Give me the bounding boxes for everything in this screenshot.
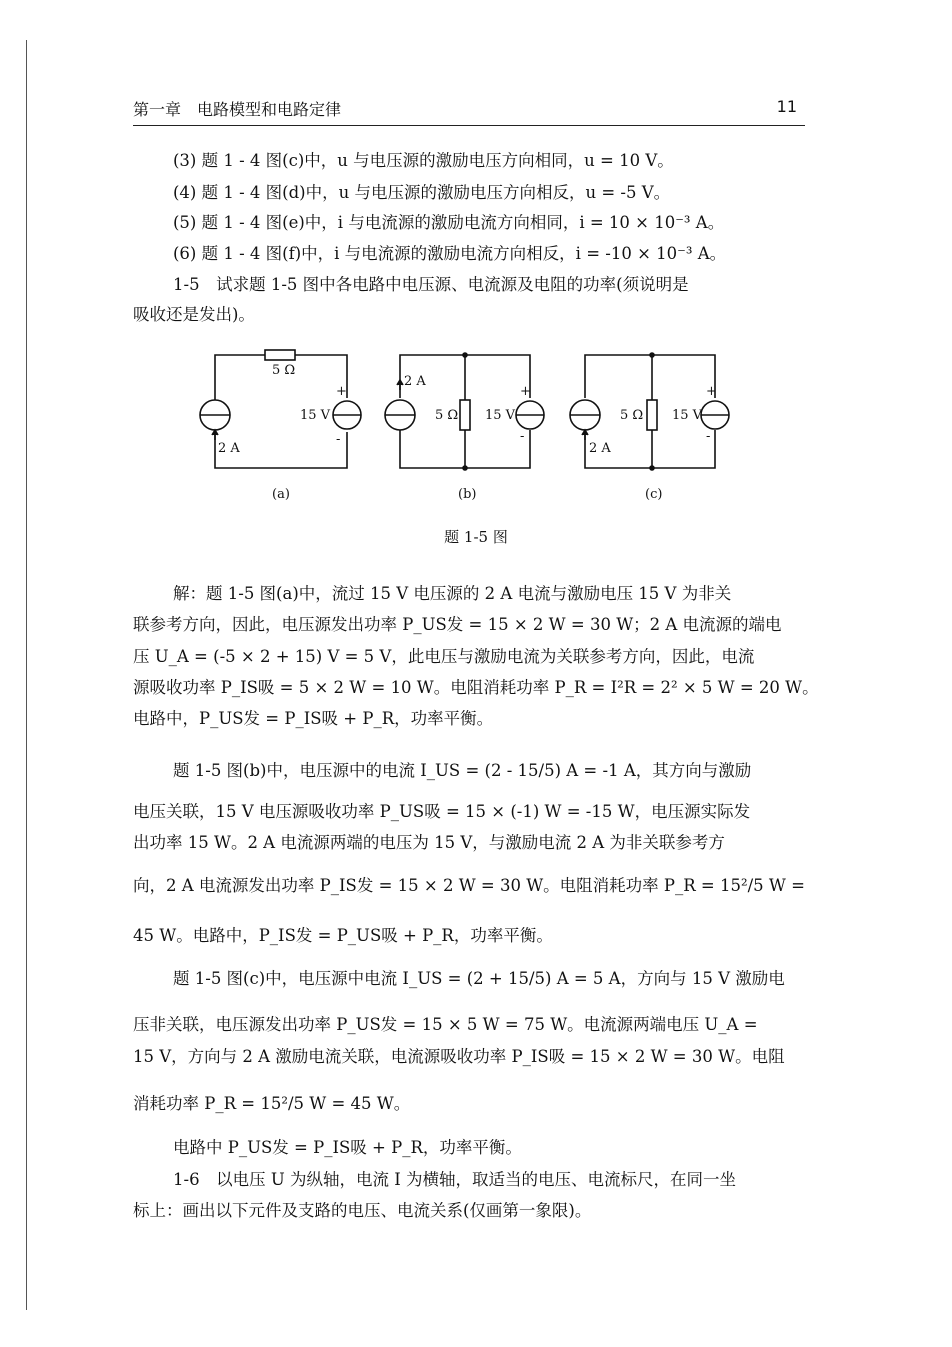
- solution-line: 出功率 15 W。2 A 电流源两端的电压为 15 V，与激励电流 2 A 为非关联参考方: [133, 833, 725, 852]
- solution-line: 45 W。电路中，P_IS发 = P_US吸 + P_R，功率平衡。: [133, 926, 553, 945]
- solution-line: 消耗功率 P_R = 15²/5 W = 45 W。: [133, 1094, 411, 1113]
- page-spine-line: [26, 40, 27, 1310]
- solution-line: 电路中 P_US发 = P_IS吸 + P_R，功率平衡。: [173, 1138, 522, 1157]
- solution-line: 题 1-5 图(b)中，电压源中的电流 I_US = (2 - 15/5) A = -1 A，其方向与激励: [173, 761, 752, 780]
- solution-line: 解：题 1-5 图(a)中，流过 15 V 电压源的 2 A 电流与激励电压 15 V 为非关: [173, 584, 732, 603]
- circuit-figure: [190, 340, 770, 514]
- minus-sign-a: -: [336, 432, 341, 447]
- source-label-a: 15 V: [300, 408, 331, 423]
- resistor-label-a: 5 Ω: [272, 363, 296, 378]
- text-line: 吸收还是发出)。: [133, 305, 255, 324]
- circuit-label-c: (c): [645, 487, 663, 502]
- circuit-label-a: (a): [272, 487, 290, 502]
- solution-line: 压非关联，电压源发出功率 P_US发 = 15 × 5 W = 75 W。电流源两端电压 U_A =: [133, 1015, 758, 1034]
- solution-line: 电压关联，15 V 电压源吸收功率 P_US吸 = 15 × (-1) W = -15 W，电压源实际发: [133, 802, 751, 821]
- current-label-a: 2 A: [218, 441, 240, 456]
- solution-line: 向，2 A 电流源发出功率 P_IS发 = 15 × 2 W = 30 W。电阻消耗功率 P_R = 15²/5 W =: [133, 876, 805, 895]
- text-line: (6) 题 1 - 4 图(f)中，i 与电流源的激励电流方向相反，i = -10 × 10⁻³ A。: [173, 244, 727, 263]
- plus-sign-b: +: [520, 384, 531, 399]
- resistor-label-b: 5 Ω: [435, 408, 459, 423]
- current-label-b: 2 A: [404, 374, 426, 389]
- current-label-c: 2 A: [589, 441, 611, 456]
- problem-statement: 1-5 试求题 1-5 图中各电路中电压源、电流源及电阻的功率(须说明是: [173, 275, 689, 294]
- text-line: 标上：画出以下元件及支路的电压、电流关系(仅画第一象限)。: [133, 1201, 592, 1220]
- circuit-label-b: (b): [458, 487, 477, 502]
- problem-statement: 1-6 以电压 U 为纵轴，电流 I 为横轴，取适当的电压、电流标尺，在同一坐: [173, 1170, 736, 1189]
- minus-sign-b: -: [520, 429, 525, 444]
- minus-sign-c: -: [706, 429, 711, 444]
- text-line: (4) 题 1 - 4 图(d)中，u 与电压源的激励电压方向相反，u = -5 V。: [173, 183, 671, 202]
- text-line: (3) 题 1 - 4 图(c)中，u 与电压源的激励电压方向相同，u = 10 V。: [173, 151, 674, 170]
- solution-line: 压 U_A = (-5 × 2 + 15) V = 5 V，此电压与激励电流为关联参考方向，因此，电流: [133, 647, 755, 666]
- solution-line: 电路中，P_US发 = P_IS吸 + P_R，功率平衡。: [133, 709, 494, 728]
- resistor-label-c: 5 Ω: [620, 408, 644, 423]
- page-header: [133, 95, 805, 126]
- solution-line: 15 V，方向与 2 A 激励电流关联，电流源吸收功率 P_IS吸 = 15 × 2 W = 30 W。电阻: [133, 1047, 785, 1066]
- text-line: (5) 题 1 - 4 图(e)中，i 与电流源的激励电流方向相同，i = 10 × 10⁻³ A。: [173, 213, 725, 232]
- source-label-c: 15 V: [672, 408, 703, 423]
- solution-line: 联参考方向，因此，电压源发出功率 P_US发 = 15 × 2 W = 30 W；2 A 电流源的端电: [133, 615, 782, 634]
- page-number: 11: [776, 97, 797, 116]
- chapter-title: 第一章 电路模型和电路定律: [133, 100, 342, 119]
- circuit-b: [385, 353, 544, 502]
- figure-caption: 题 1-5 图: [444, 528, 508, 546]
- circuit-c: [570, 353, 729, 502]
- solution-line: 题 1-5 图(c)中，电压源中电流 I_US = (2 + 15/5) A = 5 A，方向与 15 V 激励电: [173, 969, 785, 988]
- circuit-diagrams: [190, 340, 770, 510]
- plus-sign-a: +: [336, 384, 347, 399]
- circuit-a: [200, 350, 361, 502]
- plus-sign-c: +: [706, 384, 717, 399]
- source-label-b: 15 V: [485, 408, 516, 423]
- solution-line: 源吸收功率 P_IS吸 = 5 × 2 W = 10 W。电阻消耗功率 P_R = I²R = 2² × 5 W = 20 W。: [133, 678, 819, 697]
